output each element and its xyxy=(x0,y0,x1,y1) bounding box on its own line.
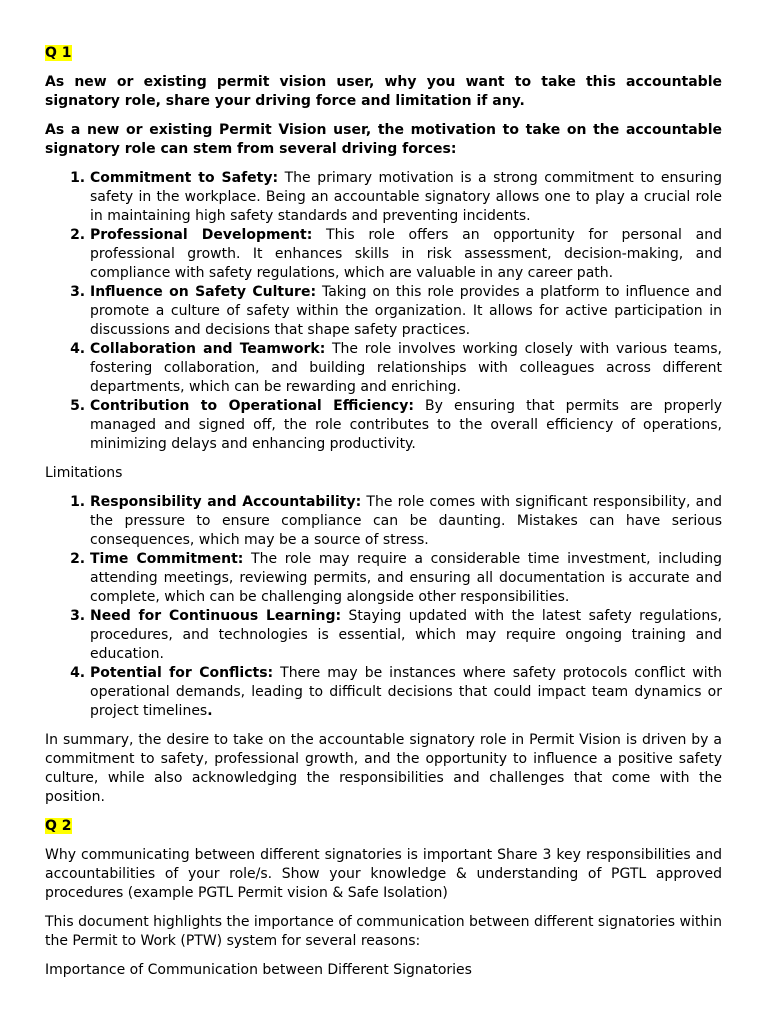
list-item: 3. Need for Continuous Learning: Staying updated with the latest safety regulations, procedures, and technologies is essential, which may require ongoing training and education. xyxy=(90,607,722,664)
list-item: 2. Time Commitment: The role may require a considerable time investment, including attending meetings, reviewing permits, and ensuring all documentation is accurate and complete, which can be challenging alongside other responsibilities. xyxy=(90,550,722,607)
q1-summary: In summary, the desire to take on the accountable signatory role in Permit Vision is driven by a commitment to safety, professional growth, and the opportunity to influence a positive safety culture, while also acknowledging the responsibilities and challenges that come with the position. xyxy=(45,732,722,805)
limitations-heading: Limitations xyxy=(45,465,123,481)
list-item: 1. Responsibility and Accountability: The role comes with significant responsibility, and the pressure to ensure compliance can be daunting. Mistakes can have serious consequences, which may be a source of stress. xyxy=(90,493,722,550)
q1-intro: As a new or existing Permit Vision user, the motivation to take on the accountable signatory role can stem from several driving forces: xyxy=(45,122,722,157)
list-item: 4. Collaboration and Teamwork: The role involves working closely with various teams, fostering collaboration, and building relationships with colleagues across different departments, which can be rewarding and enriching. xyxy=(90,340,722,397)
q2-subheading: Importance of Communication between Different Signatories xyxy=(45,962,472,978)
driving-forces-list xyxy=(45,169,722,454)
q2-question: Why communicating between different signatories is important Share 3 key responsibilities and accountabilities of your role/s. Show your knowledge & understanding of PGTL approved procedures (example PGTL Permit vision & Safe Isolation) xyxy=(45,847,722,901)
list-item: 3. Influence on Safety Culture: Taking on this role provides a platform to influence and promote a culture of safety within the organization. It allows for active participation in discussions and decisions that shape safety practices. xyxy=(90,283,722,340)
q1-question: As new or existing permit vision user, why you want to take this accountable signatory role, share your driving force and limitation if any. xyxy=(45,74,722,109)
list-item: 1. Commitment to Safety: The primary motivation is a strong commitment to ensuring safety in the workplace. Being an accountable signatory allows one to play a crucial role in maintaining high safety standards and preventing incidents. xyxy=(90,169,722,226)
list-item: 2. Professional Development: This role offers an opportunity for personal and professional growth. It enhances skills in risk assessment, decision-making, and compliance with safety regulations, which are valuable in any career path. xyxy=(90,226,722,283)
limitations-list xyxy=(45,493,722,721)
document-page xyxy=(45,44,722,980)
list-item: 4. Potential for Conflicts: There may be instances where safety protocols conflict with operational demands, leading to difficult decisions that could impact team dynamics or project timelines. xyxy=(90,664,722,721)
list-item: 5. Contribution to Operational Efficiency: By ensuring that permits are properly managed and signed off, the role contributes to the overall efficiency of operations, minimizing delays and enhancing productivity. xyxy=(90,397,722,454)
q2-label: Q 2 xyxy=(45,818,72,834)
q2-intro: This document highlights the importance of communication between different signatories within the Permit to Work (PTW) system for several reasons: xyxy=(45,914,722,949)
q1-label: Q 1 xyxy=(45,45,72,61)
